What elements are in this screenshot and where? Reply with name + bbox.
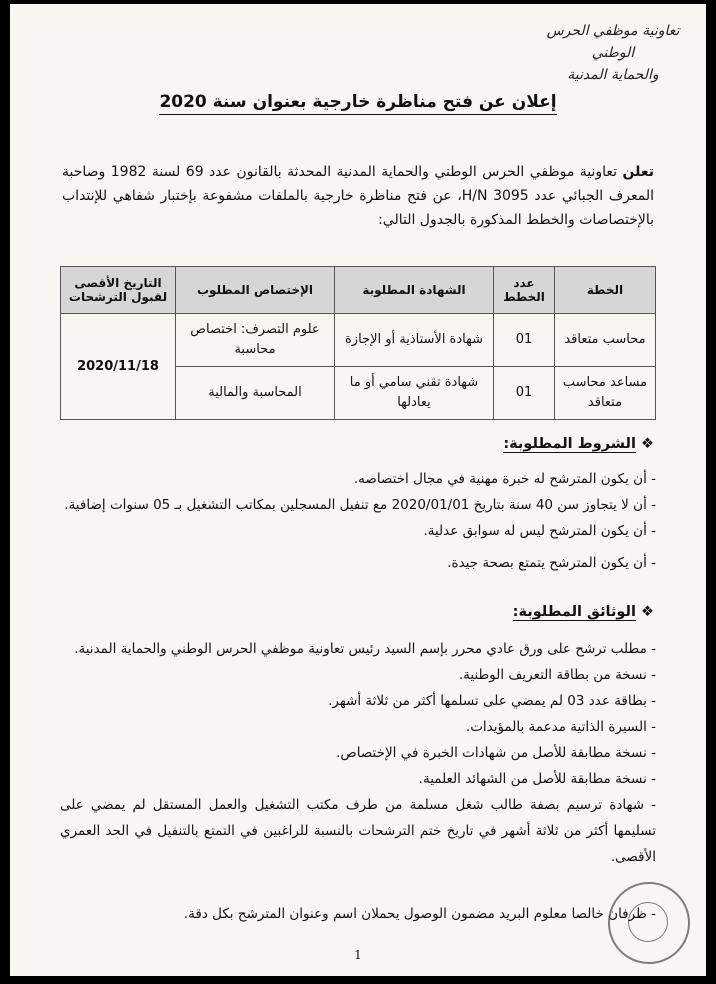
cell-degree: شهادة تقني سامي أو ما يعادلها: [335, 367, 494, 420]
documents-heading: [513, 604, 654, 620]
list-item: - مطلب ترشح على ورق عادي محرر بإسم السيد رئيس تعاونية موظفي الحرس الوطني والحماية المدنية.: [74, 641, 656, 657]
cell-position: محاسب متعاقد: [555, 314, 656, 367]
page-title-text: إعلان عن فتح مناظرة خارجية بعنوان سنة 2020: [159, 92, 556, 115]
list-item: - نسخة مطابقة للأصل من شهادات الخبرة في الإختصاص.: [336, 745, 656, 761]
diamond-bullet-icon: ❖: [635, 436, 654, 452]
cell-count: 01: [494, 367, 555, 420]
documents-list: [60, 636, 656, 870]
documents-title: الوثائق المطلوبة:: [512, 604, 636, 620]
cell-specialty: المحاسبة والمالية: [176, 367, 335, 420]
header-position: الخطة: [555, 267, 656, 314]
intro-paragraph: [62, 160, 654, 232]
organization-name-line2: والحماية المدنية: [567, 67, 659, 83]
header-specialty: الإختصاص المطلوب: [176, 267, 335, 314]
cell-specialty: علوم التصرف: اختصاص محاسبة: [176, 314, 335, 367]
conditions-heading: [503, 436, 654, 452]
cell-deadline: 2020/11/18: [61, 314, 176, 420]
header-deadline: التاريخ الأقصى لقبول الترشحات: [61, 267, 176, 314]
list-item: - أن يكون المترشح ليس له سوابق عدلية.: [423, 523, 656, 539]
conditions-title: الشروط المطلوبة:: [503, 436, 636, 452]
cell-count: 01: [494, 314, 555, 367]
table-row: [61, 314, 656, 367]
list-item: - أن يكون المترشح يتمتع بصحة جيدة.: [447, 555, 656, 571]
page-title: [10, 92, 706, 112]
list-item: - بطاقة عدد 03 لم يمضي على تسلمها أكثر من ثلاثة أشهر.: [328, 693, 656, 709]
list-item: - نسخة مطابقة للأصل من الشهائد العلمية.: [418, 771, 656, 787]
table-header-row: [61, 267, 656, 314]
list-item: - نسخة من بطاقة التعريف الوطنية.: [458, 667, 656, 683]
diamond-bullet-icon: ❖: [635, 604, 654, 620]
intro-lead-word: تعلن: [622, 164, 655, 180]
organization-name-line1: تعاونية موظفي الحرس الوطني: [546, 23, 680, 61]
list-item: - أن يكون المترشح له خبرة مهنية في مجال اختصاصه.: [353, 471, 656, 487]
stamp-emblem-icon: [628, 902, 668, 942]
header-count: عدد الخطط: [494, 267, 555, 314]
intro-text: تعاونية موظفي الحرس الوطني والحماية المدنية المحدثة بالقانون عدد 69 لسنة 1982 وصاحبة المعرف الجبائي عدد 3095 H/N، عن فتح مناظرة خارجية بالملفات مشفوعة بإختبار شفاهي للإنتداب بالإختصاصات والخطط المذكورة بالجدول التالي:: [62, 164, 654, 228]
document-page: [10, 4, 706, 976]
cell-degree: شهادة الأستاذية أو الإجازة: [335, 314, 494, 367]
list-item: - السيرة الذاتية مدعمة بالمؤيدات.: [465, 719, 656, 735]
cell-position: مساعد محاسب متعاقد: [555, 367, 656, 420]
list-item: - أن لا يتجاوز سن 40 سنة بتاريخ 2020/01/01 مع تنفيل المسجلين بمكاتب التشغيل بـ 05 سنوات إضافية.: [64, 497, 656, 513]
conditions-list: [60, 466, 656, 576]
positions-table: [60, 266, 656, 420]
page-number: 1: [354, 948, 362, 962]
closing-item: - ظرفان خالصا معلوم البريد مضمون الوصول يحملان اسم وعنوان المترشح بكل دقة.: [183, 906, 656, 922]
organization-header: [538, 20, 688, 86]
list-item: - شهادة ترسيم بصفة طالب شغل مسلمة من طرف مكتب التشغيل والعمل المستقل لم يمضي على تسليمها أكثر من ثلاثة أشهر في تاريخ ختم الترشحات بالنسبة للراغبين في التمتع بالتنفيل في الحد العمري الأقصى.: [60, 797, 656, 865]
header-degree: الشهادة المطلوبة: [335, 267, 494, 314]
